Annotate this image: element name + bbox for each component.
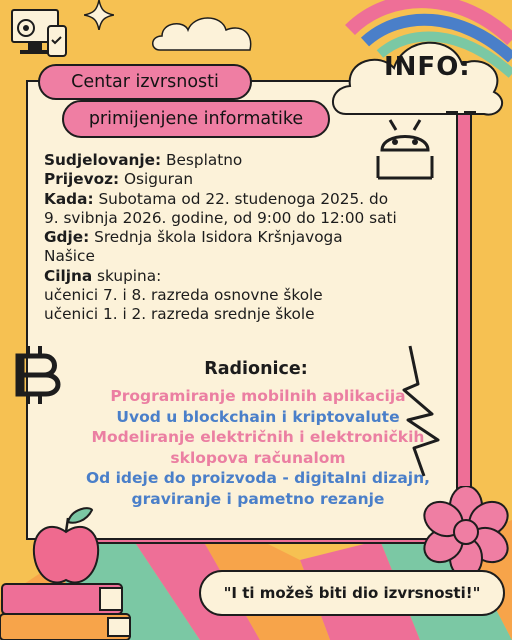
workshop-mobile-apps: Programiranje mobilnih aplikacija	[110, 387, 406, 405]
detail-participation: Sudjelovanje: Besplatno	[44, 151, 243, 169]
detail-target-secondary: učenici 1. i 2. razreda srednje škole	[44, 305, 315, 324]
sparkle-icon	[84, 0, 114, 30]
workshops-list	[40, 386, 476, 509]
cloud-icon	[150, 10, 260, 56]
workshop-design-cont: graviranje i pametno rezanje	[131, 489, 385, 508]
detail-where-cont: Našice	[44, 247, 95, 266]
apple-icon	[30, 506, 102, 588]
detail-target: Ciljna skupina:	[44, 266, 162, 285]
detail-when-cont: 9. svibnja 2026. godine, od 9:00 do 12:00 sati	[44, 208, 397, 227]
detail-transport: Prijevoz: Osiguran	[44, 170, 194, 189]
workshops-title: Radionice:	[204, 359, 308, 379]
info-label: INFO:	[384, 52, 471, 82]
title-line1: Centar izvrsnosti	[38, 64, 252, 100]
flower-icon	[420, 486, 512, 578]
detail-target-primary: učenici 7. i 8. razreda osnovne škole	[44, 286, 323, 305]
workshop-circuits-cont: sklopova računalom	[170, 448, 346, 467]
details-block	[44, 151, 464, 325]
detail-where: Gdje: Srednja škola Isidora Kršnjavoga	[44, 228, 343, 247]
computer-devices-icon	[8, 6, 70, 64]
workshop-circuits: Modeliranje električnih i elektroničkih	[91, 428, 425, 446]
detail-when: Kada: Subotama od 22. studenoga 2025. do	[44, 189, 389, 208]
slogan-quote: "I ti možeš biti dio izvrsnosti!"	[199, 570, 505, 616]
workshop-design: Od ideje do proizvoda - digitalni dizajn,	[85, 469, 431, 487]
workshop-blockchain: Uvod u blockchain i kriptovalute	[116, 407, 400, 426]
title-line2: primijenjene informatike	[62, 100, 330, 138]
